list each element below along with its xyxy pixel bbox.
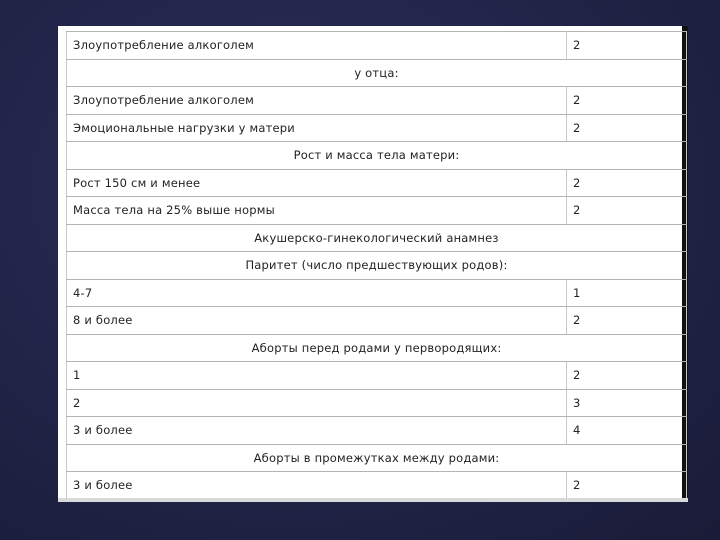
table-row: [67, 197, 687, 225]
section-header-label: Паритет (число предшествующих родов):: [67, 252, 687, 280]
table-row: [67, 87, 687, 115]
document-sheet: [58, 26, 688, 500]
factor-label: Эмоциональные нагрузки у матери: [67, 114, 567, 142]
table-row: [67, 169, 687, 197]
factor-label: Масса тела на 25% выше нормы: [67, 197, 567, 225]
table-row: [67, 32, 687, 60]
table-row: [67, 307, 687, 335]
factor-score: 2: [567, 362, 687, 390]
section-header-label: Аборты перед родами у первородящих:: [67, 334, 687, 362]
section-header-row: [67, 334, 687, 362]
table-row: [67, 472, 687, 500]
factor-score: 1: [567, 279, 687, 307]
table-row: [67, 114, 687, 142]
table-row: [67, 279, 687, 307]
table-row: [67, 389, 687, 417]
factor-label: 1: [67, 362, 567, 390]
risk-factor-table: [66, 31, 687, 500]
factor-label: Рост 150 см и менее: [67, 169, 567, 197]
section-header-row: [67, 444, 687, 472]
factor-score: 2: [567, 87, 687, 115]
factor-label: 8 и более: [67, 307, 567, 335]
section-header-row: [67, 59, 687, 87]
section-header-label: у отца:: [67, 59, 687, 87]
factor-score: 2: [567, 32, 687, 60]
sheet-bottom-edge: [58, 498, 688, 502]
factor-score: 2: [567, 197, 687, 225]
section-header-row: [67, 252, 687, 280]
table-row: [67, 417, 687, 445]
section-header-row: [67, 224, 687, 252]
factor-score: 2: [567, 114, 687, 142]
factor-score: 2: [567, 472, 687, 500]
table-row: [67, 362, 687, 390]
factor-label: 4-7: [67, 279, 567, 307]
factor-label: 3 и более: [67, 472, 567, 500]
factor-label: 2: [67, 389, 567, 417]
factor-label: Злоупотребление алкоголем: [67, 87, 567, 115]
factor-score: 2: [567, 307, 687, 335]
factor-score: 3: [567, 389, 687, 417]
section-header-label: Акушерско-гинекологический анамнез: [67, 224, 687, 252]
factor-score: 4: [567, 417, 687, 445]
section-header-label: Рост и масса тела матери:: [67, 142, 687, 170]
factor-label: 3 и более: [67, 417, 567, 445]
section-header-label: Аборты в промежутках между родами:: [67, 444, 687, 472]
section-header-row: [67, 142, 687, 170]
risk-factor-table-body: [67, 32, 687, 500]
factor-label: Злоупотребление алкоголем: [67, 32, 567, 60]
factor-score: 2: [567, 169, 687, 197]
